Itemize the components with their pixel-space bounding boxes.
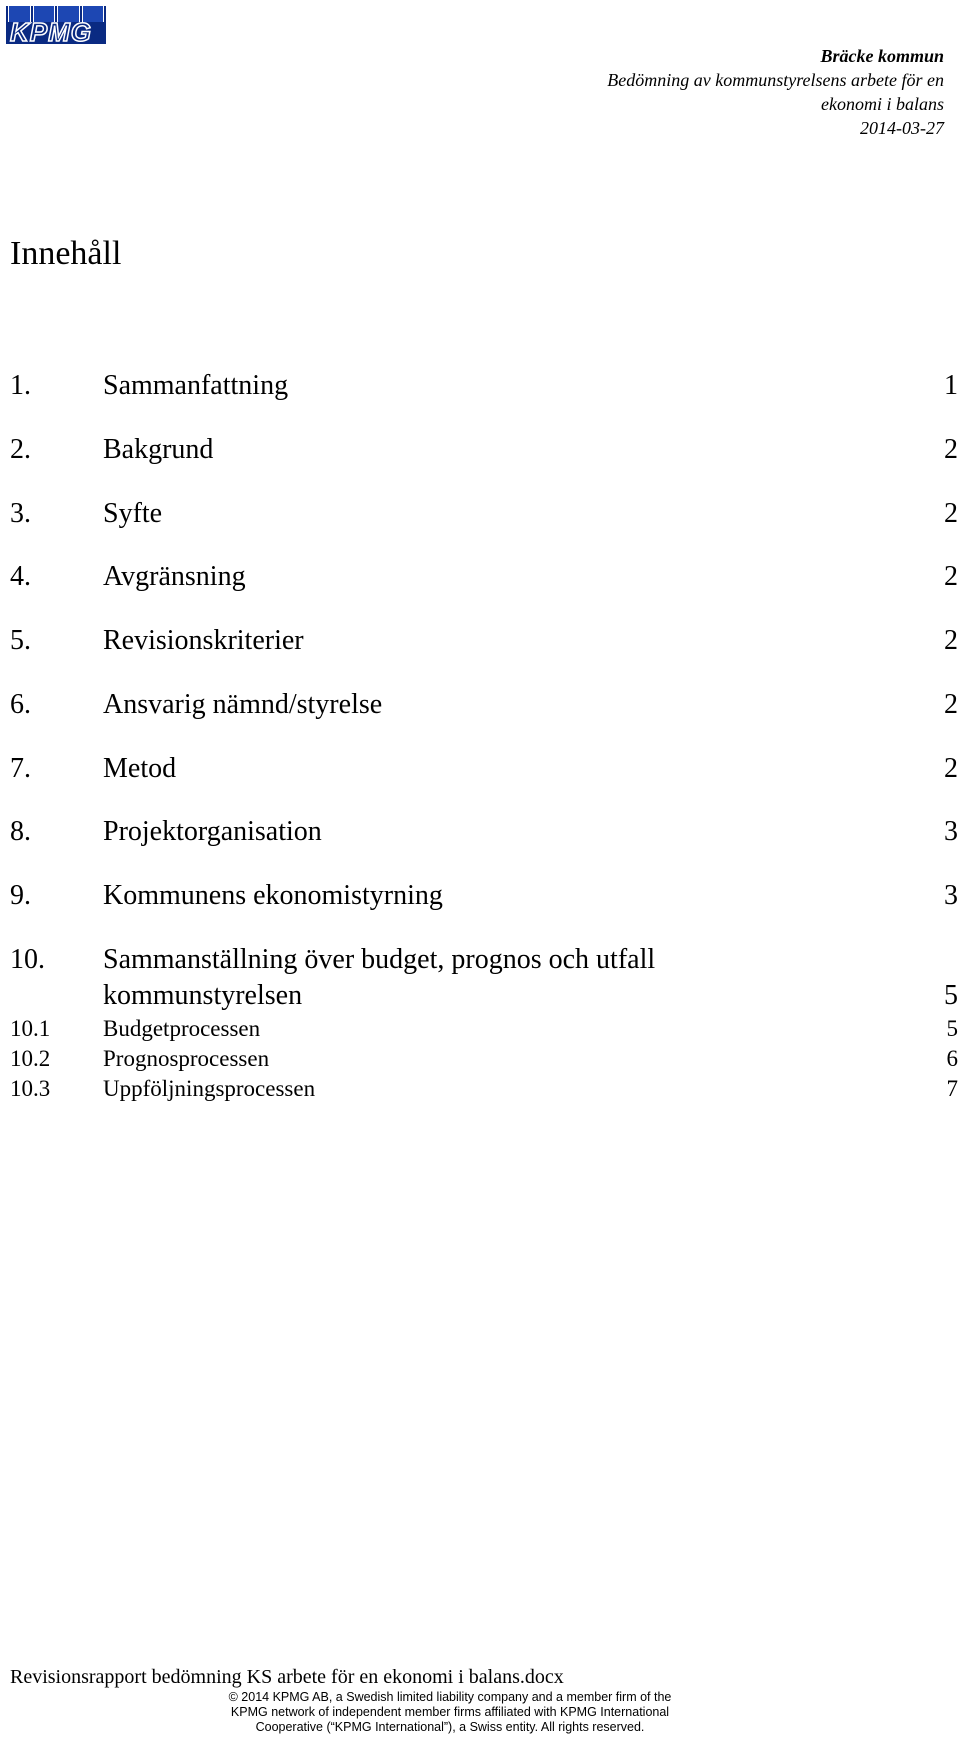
toc-entry-title: Projektorganisation — [103, 816, 322, 847]
document-header — [607, 44, 944, 140]
toc-entry-number: 2. — [10, 434, 31, 465]
copyright-line: KPMG network of independent member firms affiliated with KPMG International — [230, 1705, 670, 1719]
toc-entry-title: Sammanställning över budget, prognos och utfall — [103, 944, 656, 975]
toc-subentry-number: 10.3 — [10, 1076, 51, 1101]
toc-entry-page: 2 — [944, 434, 958, 465]
toc-entry-page: 2 — [944, 561, 958, 592]
footer-copyright — [190, 1690, 710, 1735]
copyright-line: Cooperative (“KPMG International”), a Swiss entity. All rights reserved. — [255, 1720, 645, 1734]
toc-heading: Innehåll — [10, 235, 122, 272]
toc-entry-page: 2 — [944, 689, 958, 720]
toc-subentry-page: 7 — [946, 1076, 958, 1101]
toc-subentry-title: Uppföljningsprocessen — [103, 1076, 316, 1101]
kpmg-logo — [6, 6, 106, 44]
toc-entry-title: Syfte — [103, 498, 163, 529]
toc-entry-number: 1. — [10, 370, 31, 401]
toc-entry-number: 3. — [10, 498, 31, 529]
toc-subentry-page: 6 — [946, 1046, 958, 1071]
toc-subentry-number: 10.1 — [10, 1016, 51, 1041]
toc-entry-title: Metod — [103, 753, 177, 784]
toc-entry-page: 3 — [944, 816, 958, 847]
toc-entry-title: Avgränsning — [103, 561, 246, 592]
toc-subentry-page: 5 — [946, 1016, 958, 1041]
toc-entry-number: 6. — [10, 689, 31, 720]
toc-entry-page: 2 — [944, 753, 958, 784]
report-subject-line1: Bedömning av kommunstyrelsens arbete för en — [607, 70, 944, 90]
toc-entry-number: 7. — [10, 753, 31, 784]
toc-entry-title: Sammanfattning — [103, 370, 289, 401]
toc-entry-page: 2 — [944, 498, 958, 529]
toc-entry-title: Bakgrund — [103, 434, 214, 465]
footer-filename: Revisionsrapport bedömning KS arbete för en ekonomi i balans.docx — [10, 1666, 564, 1688]
report-subject-line2: ekonomi i balans — [821, 94, 944, 114]
toc-entry-page: 2 — [944, 625, 958, 656]
report-date: 2014-03-27 — [860, 118, 944, 138]
toc-entry-title: Ansvarig nämnd/styrelse — [103, 689, 383, 720]
toc-entry-title: Revisionskriterier — [103, 625, 304, 656]
toc-subentry-title: Prognosprocessen — [103, 1046, 270, 1071]
toc-entry-number: 10. — [10, 944, 45, 975]
toc-entry-number: 5. — [10, 625, 31, 656]
toc-entry-page: 1 — [944, 370, 958, 401]
organization-name: Bräcke kommun — [820, 46, 944, 66]
toc-entry-number: 9. — [10, 880, 31, 911]
toc-subentry-number: 10.2 — [10, 1046, 51, 1071]
logo-wordmark: KPMG — [10, 17, 92, 44]
toc-entry-number: 8. — [10, 816, 31, 847]
toc-entry-title: Kommunens ekonomistyrning — [103, 880, 443, 911]
toc-subentry-title: Budgetprocessen — [103, 1016, 261, 1041]
toc-entry-page: 3 — [944, 880, 958, 911]
toc-entry-number: 4. — [10, 561, 31, 592]
toc-entry-page: 5 — [944, 980, 958, 1011]
toc-entry-title-continued: kommunstyrelsen — [103, 980, 303, 1011]
copyright-line: © 2014 KPMG AB, a Swedish limited liability company and a member firm of the — [228, 1690, 672, 1704]
